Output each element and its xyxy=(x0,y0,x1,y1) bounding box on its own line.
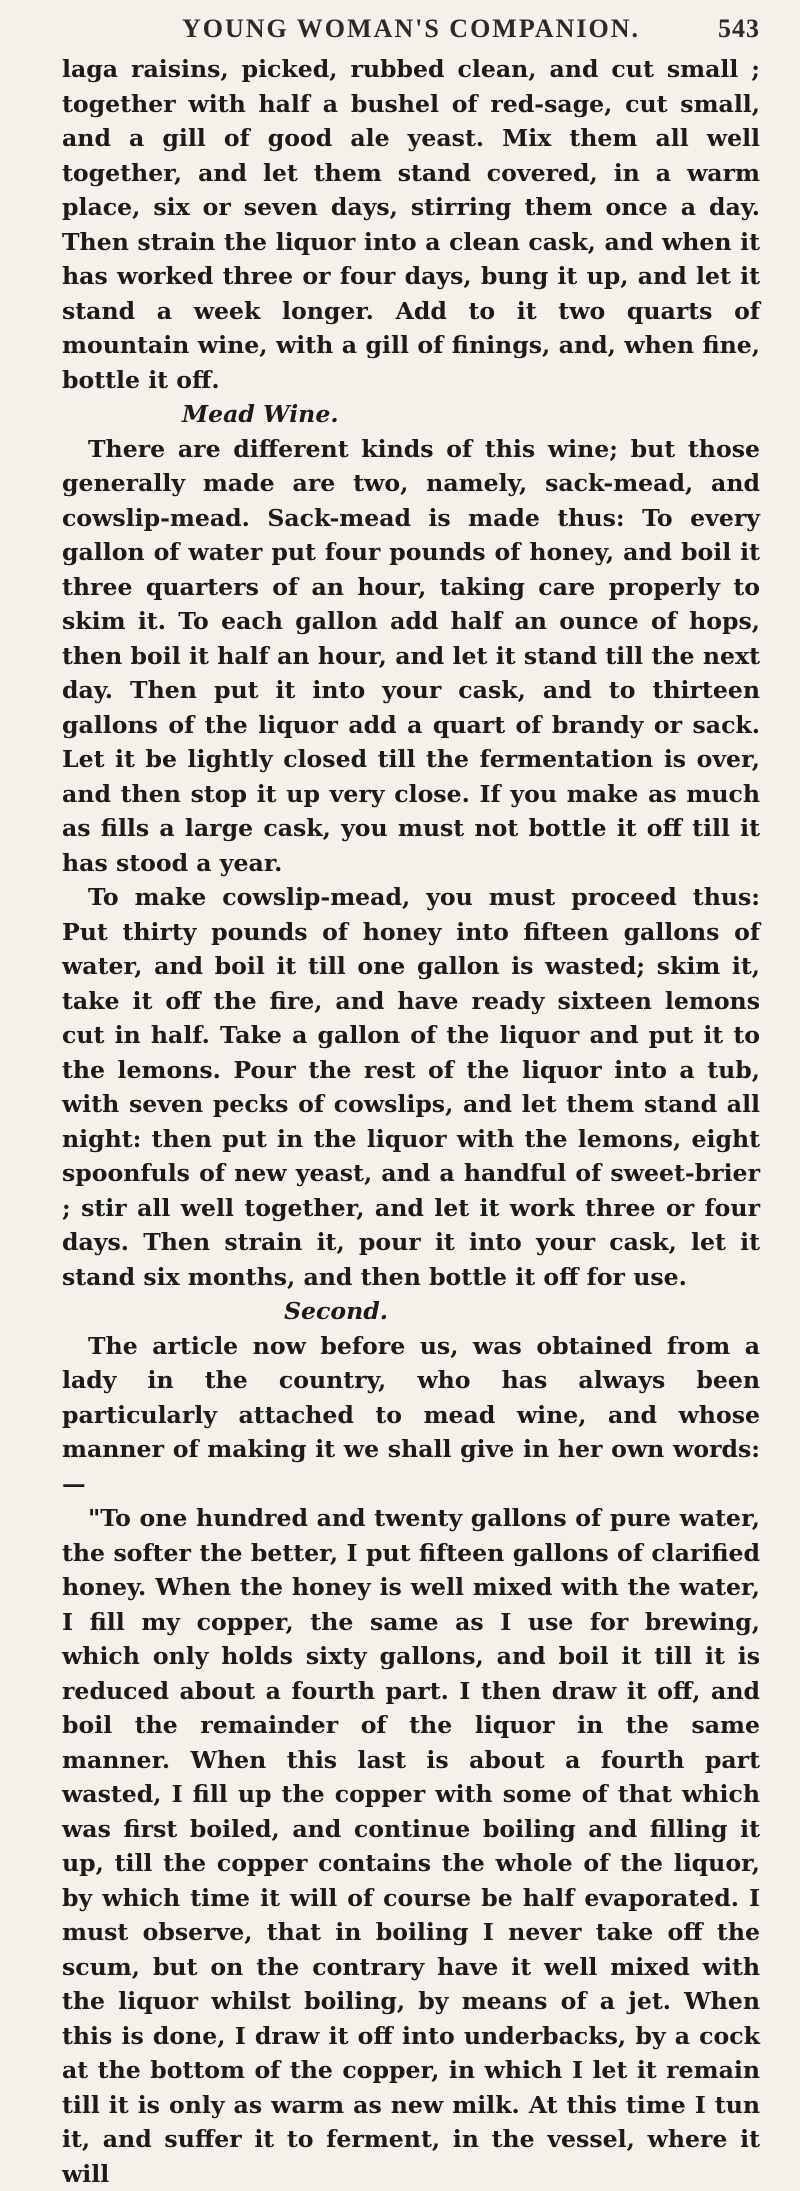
running-title: YOUNG WOMAN'S COMPANION. xyxy=(182,14,640,43)
page-number: 543 xyxy=(718,14,760,43)
paragraph-intro-lady: The article now before us, was obtained from a lady in the country, who has always been particularly attached to mead wine, and whose manner of making it we shall give in her own words:— xyxy=(62,1331,760,1498)
paragraph-lady-recipe: "To one hundred and twenty gallons of pure water, the softer the better, I put fifteen gallons of clarified honey. When the honey is well mixed with the water, I fill my copper, the same as I use for brewing, which only holds sixty gallons, and boil it till it is reduced about a fourth part. I then draw it off, and boil the remainder of the liquor in the same manner. When this last is about a fourth part wasted, I fill up the copper with some of that which was first boiled, and continue boiling and filling it up, till the copper contains the whole of the liquor, by which time it will of course be half evaporated. I must observe, that in boiling I never take off the scum, but on the contrary have it well mixed with the liquor whilst boiling, by means of a jet. When this is done, I draw it off into underbacks, by a cock at the bottom of the copper, in which I let it remain till it is only as warm as new milk. At this time I tun it, and suffer it to ferment, in the vessel, where it will xyxy=(62,1504,760,2188)
page-header xyxy=(62,14,760,44)
heading-mead-wine: Mead Wine. xyxy=(182,400,339,428)
paragraph-raisin-wine-end: laga raisins, picked, rubbed clean, and cut small ; together with half a bushel of red-sage, cut small, and a gill of good ale yeast. Mix them all well together, and let them stand covered, in a warm place, six or seven days, stirring them once a day. Then strain the liquor into a clean cask, and when it has worked three or four days, bung it up, and let it stand a week longer. Add to it two quarts of mountain wine, with a gill of finings, and, when fine, bottle it off. xyxy=(62,55,760,394)
heading-second: Second. xyxy=(284,1297,389,1325)
paragraph-cowslip-mead: To make cowslip-mead, you must proceed thus: Put thirty pounds of honey into fifteen gallons of water, and boil it till one gallon is wasted; skim it, take it off the fire, and have ready sixteen lemons cut in half. Take a gallon of the liquor and put it to the lemons. Pour the rest of the liquor into a tub, with seven pecks of cowslips, and let them stand all night: then put in the liquor with the lemons, eight spoonfuls of new yeast, and a handful of sweet-brier ; stir all well together, and let it work three or four days. Then strain it, pour it into your cask, let it stand six months, and then bottle it off for use. xyxy=(62,883,760,1291)
paragraph-sack-mead: There are different kinds of this wine; but those generally made are two, namely, sack-mead, and cowslip-mead. Sack-mead is made thus: To every gallon of water put four pounds of honey, and boil it three quarters of an hour, taking care properly to skim it. To each gallon add half an ounce of hops, then boil it half an hour, and let it stand till the next day. Then put it into your cask, and to thirteen gallons of the liquor add a quart of brandy or sack. Let it be lightly closed till the fermentation is over, and then stop it up very close. If you make as much as fills a large cask, you must not bottle it off till it has stood a year. xyxy=(62,434,760,877)
page-body xyxy=(62,52,760,2191)
